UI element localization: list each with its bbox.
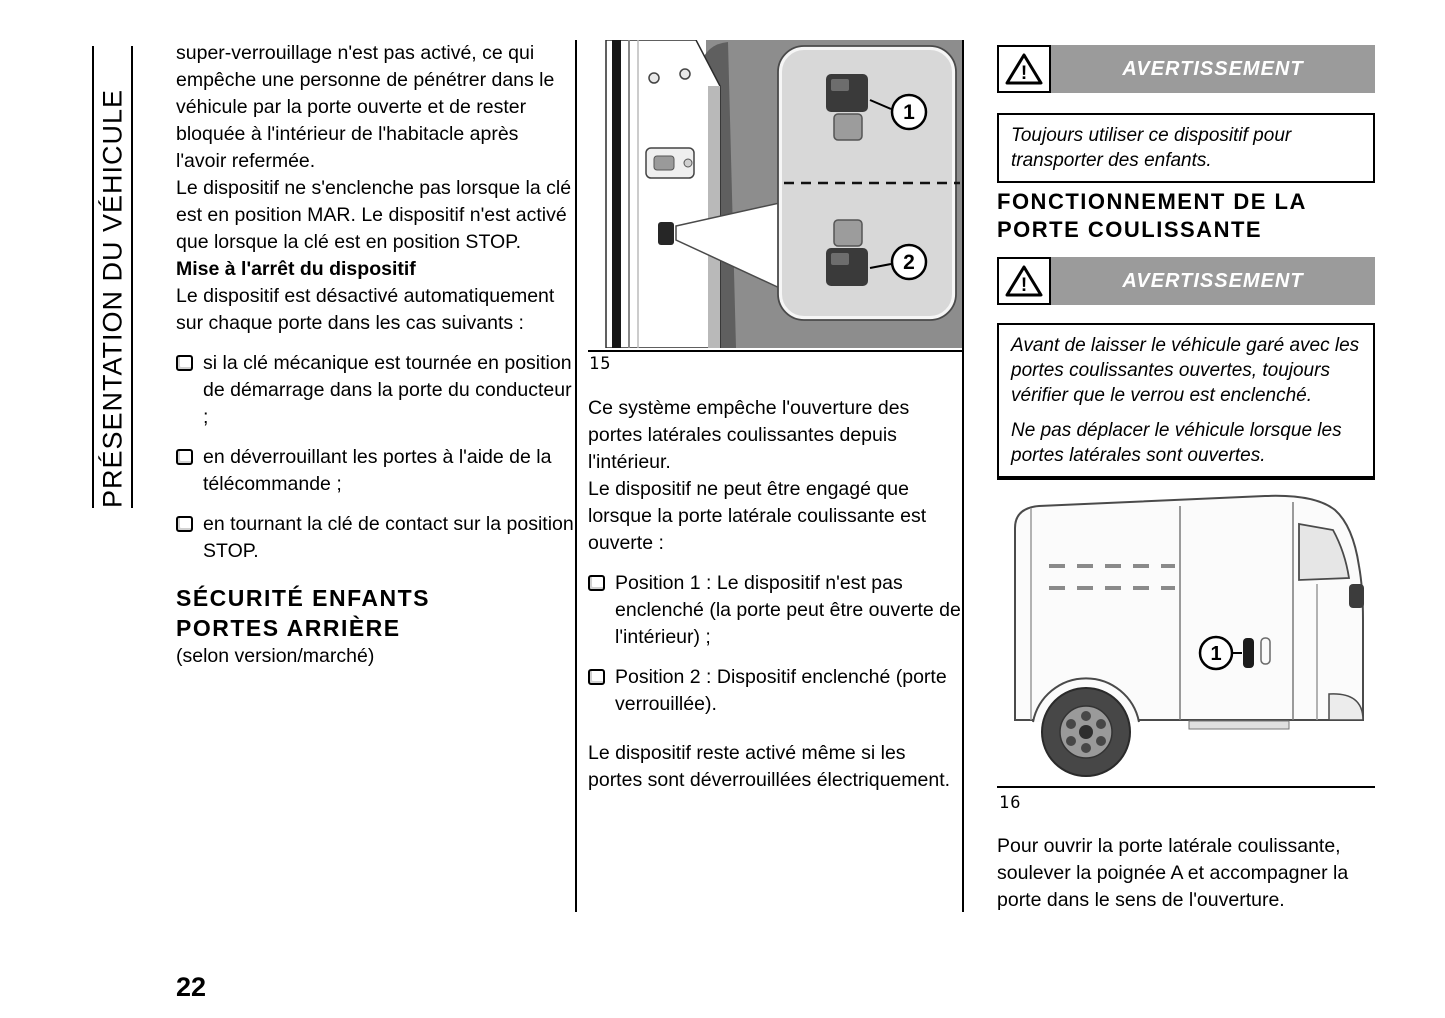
callout-2-label: 2 <box>903 251 915 274</box>
sidebar-rule-left <box>92 46 94 508</box>
section-heading-child-safety: SÉCURITÉ ENFANTS PORTES ARRIÈRE <box>176 585 431 641</box>
column-middle <box>588 395 962 794</box>
paragraph: Ce système empêche l'ouverture des portes latérales coulissantes depuis l'intérieur. <box>588 397 910 473</box>
paragraph: super-verrouillage n'est pas activé, ce qui empêche une personne de pénétrer dans le véhicule par la porte ouverte et de rester bloquée à l'intérieur de l'habitacle après l'avoir refermée. <box>176 42 555 172</box>
column-left <box>176 40 574 670</box>
column-divider-left <box>575 40 577 912</box>
paragraph: Le dispositif ne s'enclenche pas lorsque la clé est en position MAR. Le dispositif n'est activé que lorsque la clé est en position STOP. <box>176 177 572 253</box>
subheading-device-off: Mise à l'arrêt du dispositif <box>176 258 416 280</box>
warning-triangle-icon <box>997 45 1051 93</box>
version-note: (selon version/marché) <box>176 645 375 667</box>
chapter-title-vertical: PRÉSENTATION DU VÉHICULE <box>97 88 128 508</box>
paragraph: Le dispositif est désactivé automatiquement sur chaque porte dans les cas suivants : <box>176 285 555 334</box>
warning-note-text: Toujours utiliser ce dispositif pour transporter des enfants. <box>1011 125 1292 171</box>
paragraph: Le dispositif reste activé même si les portes sont déverrouillées électriquement. <box>588 742 951 791</box>
sidebar-rule-right <box>131 46 133 508</box>
square-bullet-icon <box>176 449 193 465</box>
list-item-text: en tournant la clé de contact sur la position STOP. <box>203 513 574 562</box>
figure-16-caption: 16 <box>999 793 1022 813</box>
warning-note-text: Ne pas déplacer le véhicule lorsque les portes latérales sont ouvertes. <box>1011 420 1342 466</box>
warning-banner-2 <box>997 257 1375 305</box>
figure-16-illustration <box>997 480 1375 786</box>
svg-text:!: ! <box>1020 275 1028 296</box>
column-divider-right <box>962 40 964 912</box>
list-item-text: Position 1 : Le dispositif n'est pas enclenché (la porte peut être ouverte de l'intérieur) ; <box>615 572 961 648</box>
callout-1-label: 1 <box>903 101 915 124</box>
callout-1-label: 1 <box>1210 643 1222 665</box>
list-item <box>176 350 574 431</box>
square-bullet-icon <box>588 575 605 591</box>
list-item-text: si la clé mécanique est tournée en position de démarrage dans la porte du conducteur ; <box>203 352 572 428</box>
list-item-text: Position 2 : Dispositif enclenché (porte verrouillée). <box>615 666 947 715</box>
figure-15-illustration <box>588 40 962 348</box>
square-bullet-icon <box>176 355 193 371</box>
list-item <box>588 570 962 651</box>
warning-banner-label: AVERTISSEMENT <box>1122 269 1304 292</box>
column-right <box>997 45 1375 975</box>
warning-banner-1 <box>997 45 1375 93</box>
section-heading-sliding-door: FONCTIONNEMENT DE LA PORTE COULISSANTE <box>997 189 1307 242</box>
figure-15-caption: 15 <box>589 354 612 374</box>
list-item <box>588 664 962 718</box>
square-bullet-icon <box>176 516 193 532</box>
warning-banner-label: AVERTISSEMENT <box>1122 57 1304 80</box>
list-item <box>176 511 574 565</box>
svg-text:!: ! <box>1020 63 1028 84</box>
page-number: 22 <box>176 972 207 1002</box>
figure-16 <box>997 478 1375 788</box>
paragraph: Pour ouvrir la porte latérale coulissante, soulever la poignée A et accompagner la porte dans le sens de l'ouverture. <box>997 835 1349 911</box>
figure-15 <box>588 40 962 352</box>
paragraph: Le dispositif ne peut être engagé que lorsque la porte latérale coulissante est ouverte : <box>588 478 927 554</box>
square-bullet-icon <box>588 669 605 685</box>
warning-note-box-1 <box>997 113 1375 183</box>
warning-triangle-icon <box>997 257 1051 305</box>
warning-note-text: Avant de laisser le véhicule garé avec les portes coulissantes ouvertes, toujours vérifier que le verrou est enclenché. <box>1011 335 1360 406</box>
warning-note-box-2 <box>997 323 1375 478</box>
list-item <box>176 444 574 498</box>
list-item-text: en déverrouillant les portes à l'aide de la télécommande ; <box>203 446 552 495</box>
door-handle <box>1243 638 1254 668</box>
